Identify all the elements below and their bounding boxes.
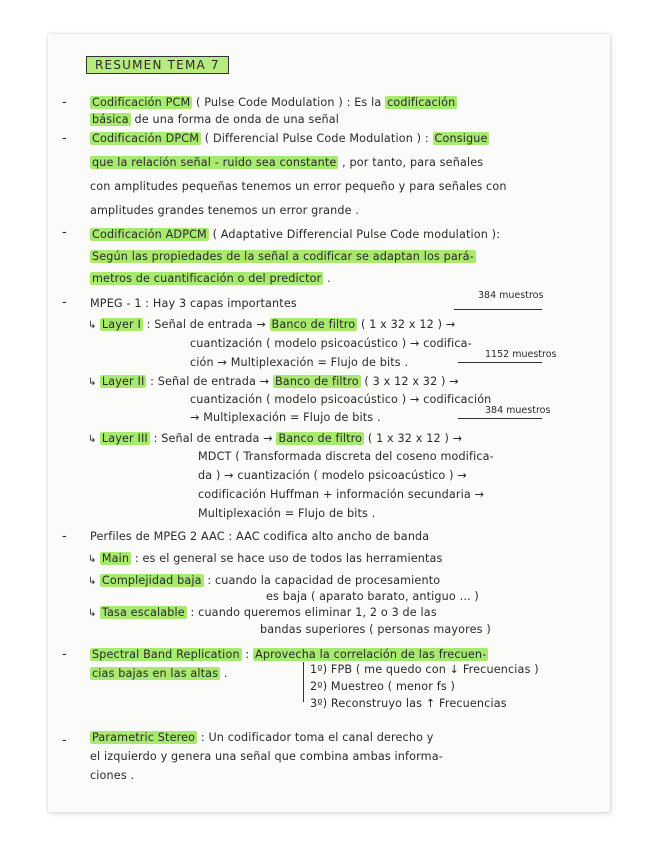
page-title: RESUMEN TEMA 7 [86,56,229,74]
layer3-line-3 [198,469,467,483]
text: Multiplexación = Flujo de bits . [198,507,376,520]
highlight: Consigue [434,132,488,145]
text: ( Adaptative Differencial Pulse Code modulation ): [208,228,501,241]
text: da ) → cuantización ( modelo psicoacústico ) → [198,469,467,482]
highlight: Aprovecha la correlación de las frecuen- [255,648,487,661]
text: . [220,667,228,680]
highlight: cias bajas en las altas [92,667,219,680]
dpcm-line-4 [90,204,359,218]
bullet: - [62,225,67,240]
layer3-line-1 [88,432,462,447]
text: ( 1 x 32 x 12 ) → [364,432,463,445]
ps-line-2 [90,750,443,764]
aac-scalable-cont [260,623,491,637]
text: es baja ( aparato barato, antiguo ... ) [266,590,479,603]
text: ( 3 x 12 x 32 ) → [360,375,459,388]
aac-low-complexity-cont [266,590,479,604]
aac-low-complexity-line [88,574,440,589]
aac-scalable-line [88,606,437,621]
layer2-line-1 [88,375,459,390]
layer1-line-3 [190,356,408,370]
text: 3º) Reconstruyo las ↑ Frecuencias [310,697,507,710]
layer1-term: Layer I [101,318,141,331]
highlight: Banco de filtro [274,375,359,388]
dpcm-line-2 [90,156,483,170]
text: 2º) Muestreo ( menor fs ) [310,680,456,693]
text: → Multiplexación = Flujo de bits . [190,411,381,424]
sbr-step-1 [310,663,539,677]
layer2-term: Layer II [101,375,145,388]
text: : cuando la capacidad de procesamiento [203,574,441,587]
layer3-overbar [458,418,542,419]
text: ( 1 x 32 x 12 ) → [357,318,456,331]
layer1-overbar [454,309,542,310]
highlight: que la relación señal - ruido sea constante [92,156,337,169]
adpcm-term: Codificación ADPCM [92,228,207,241]
ps-term: Parametric Stereo [92,731,196,744]
highlight: codificación [387,96,456,109]
sbr-line-2 [90,667,228,681]
layer3-line-4 [198,488,484,502]
text: ciones . [90,769,135,782]
text: : es el general se hace uso de todos las herramientas [131,552,443,565]
text: : Señal de entrada → [149,432,277,445]
sbr-bracket [303,662,304,702]
layer2-line-2 [190,393,491,407]
text: 1º) FPB ( me quedo con ↓ Frecuencias ) [310,663,539,676]
arrow-glyph: ↳ [88,554,100,565]
text: con amplitudes pequeñas tenemos un error pequeño y para señales con [90,180,507,193]
low-complexity-term: Complejidad baja [101,574,202,587]
sbr-step-3 [310,697,507,711]
scalable-term: Tasa escalable [101,606,185,619]
sbr-step-2 [310,680,455,694]
dpcm-line-1 [90,132,489,146]
highlight: metros de cuantificación o del predictor [92,272,322,285]
arrow-glyph: ↳ [88,377,100,388]
bullet: - [62,529,67,544]
text: bandas superiores ( personas mayores ) [260,623,491,636]
layer2-overbar [458,362,542,363]
dpcm-line-3 [90,180,507,194]
bullet: - [62,647,67,662]
text: amplitudes grandes tenemos un error grande . [90,204,360,217]
pcm-term: Codificación PCM [92,96,191,109]
highlight: Banco de filtro [271,318,356,331]
highlight: Banco de filtro [278,432,363,445]
layer1-line-2 [190,337,472,351]
text: cuantización ( modelo psicoacústico ) → codifica- [190,337,472,350]
text: ( Differencial Pulse Code Modulation ) : [201,132,433,145]
layer1-line-1 [88,318,455,333]
text: cuantización ( modelo psicoacústico ) → codificación [190,393,492,406]
aac-line-1 [90,530,429,544]
text: el izquierdo y genera una señal que combina ambas informa- [90,750,443,763]
text: : Señal de entrada → [146,375,273,388]
text: de una forma de onda de una señal [130,113,339,126]
sbr-line-1 [90,648,488,662]
bullet: - [62,733,67,748]
arrow-glyph: ↳ [88,608,100,619]
text: Perfiles de MPEG 2 AAC : AAC codifica alto ancho de banda [90,530,430,543]
bullet: - [62,295,67,310]
layer3-line-2 [198,450,494,464]
text: : [241,648,254,661]
text: : Un codificador toma el canal derecho y [197,731,434,744]
pcm-line-2 [90,113,339,127]
text: codificación Huffman + información secundaria → [198,488,485,501]
highlight: básica [92,113,129,126]
text: MPEG - 1 : Hay 3 capas importantes [90,297,297,310]
text: : cuando queremos eliminar 1, 2 o 3 de las [186,606,437,619]
text: : Señal de entrada → [142,318,270,331]
text: MDCT ( Transformada discreta del coseno modifica- [198,450,494,463]
layer2-samples-note: 1152 muestros [485,349,557,360]
highlight: Según las propiedades de la señal a codificar se adaptan los pará- [92,250,474,263]
dpcm-term: Codificación DPCM [92,132,200,145]
layer3-line-5 [198,507,375,521]
ps-line-1 [90,731,434,745]
layer1-samples-note: 384 muestros [478,290,544,301]
arrow-glyph: ↳ [88,434,100,445]
adpcm-line-2 [90,250,476,264]
ps-line-3 [90,769,134,783]
text: ción → Multiplexación = Flujo de bits . [190,356,409,369]
layer3-samples-note: 384 muestros [485,405,551,416]
bullet: - [62,95,67,110]
adpcm-line-1 [90,228,500,242]
mpeg1-line-1 [90,297,297,311]
text: , por tanto, para señales [338,156,484,169]
text: . [323,272,331,285]
text: ( Pulse Code Modulation ) : Es la [192,96,386,109]
layer2-line-3 [190,411,381,425]
aac-main-line [88,552,443,567]
arrow-glyph: ↳ [88,576,100,587]
arrow-glyph: ↳ [88,320,100,331]
bullet: - [62,131,67,146]
pcm-line-1 [90,96,457,110]
layer3-term: Layer III [101,432,148,445]
sbr-term: Spectral Band Replication [92,648,240,661]
main-term: Main [101,552,130,565]
adpcm-line-3 [90,272,331,286]
